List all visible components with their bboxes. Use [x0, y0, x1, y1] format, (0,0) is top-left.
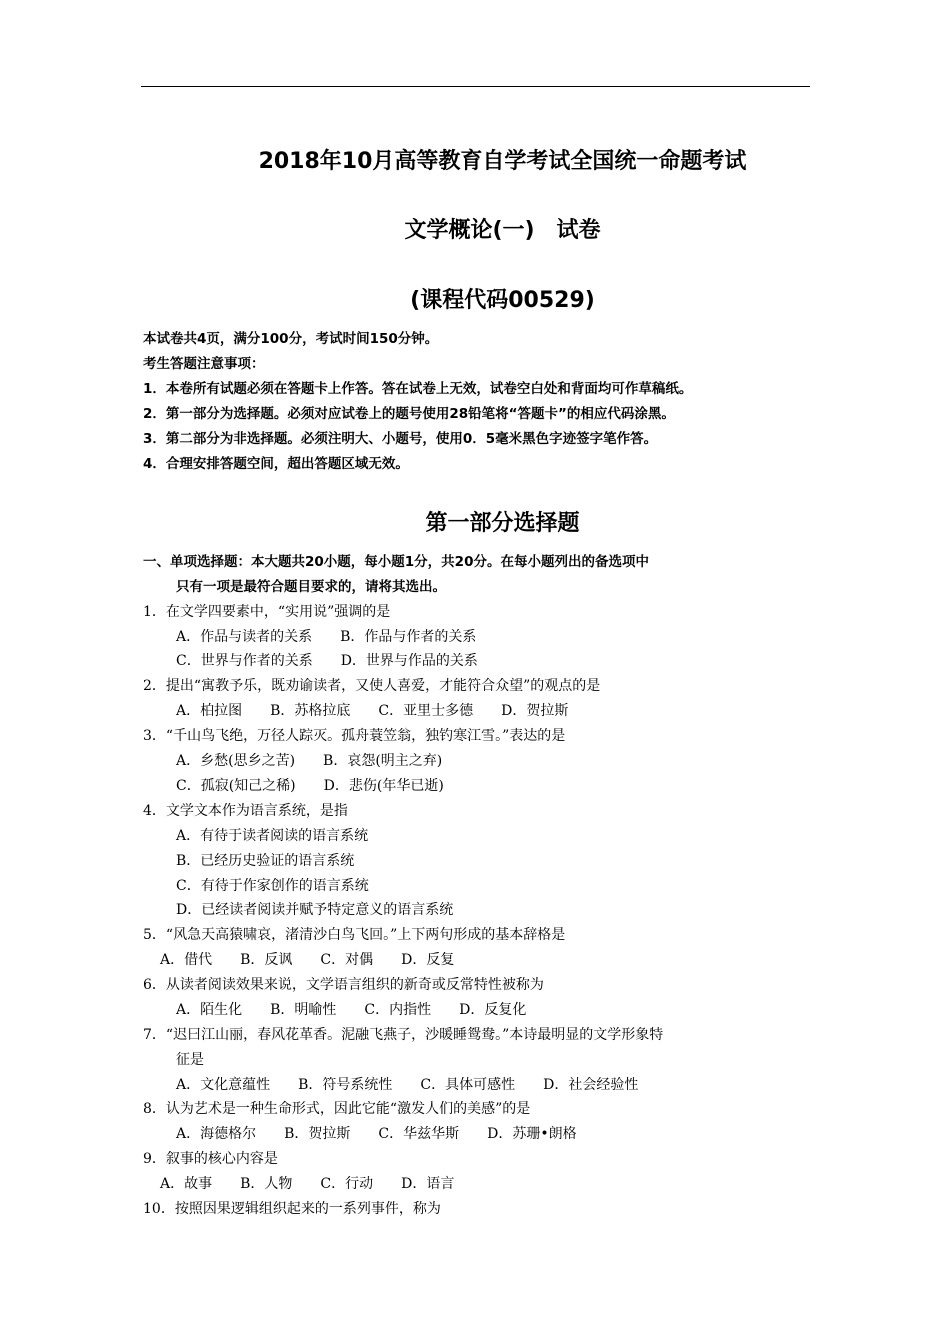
question-stem-cont: 征是: [176, 1052, 204, 1068]
part1-instruction: 一、单项选择题：本大题共20小题，每小题1分，共20分。在每小题列出的备选项中: [143, 554, 649, 570]
question-options: A．柏拉图 B．苏格拉底 C．亚里士多德 D．贺拉斯: [176, 703, 569, 719]
notes-item: 1．本卷所有试题必须在答题卡上作答。答在试卷上无效，试卷空白处和背面均可作草稿纸。: [143, 381, 693, 397]
exam-subtitle: 文学概论(一) 试卷: [404, 218, 601, 243]
question-options: A．海德格尔 B．贺拉斯 C．华兹华斯 D．苏珊•朗格: [176, 1126, 577, 1142]
question-stem: 8．认为艺术是一种生命形式，因此它能“激发人们的美感”的是: [143, 1101, 531, 1117]
notes-intro: 本试卷共4页，满分100分，考试时间150分钟。: [143, 331, 439, 347]
part1-instruction-cont: 只有一项是最符合题目要求的，请将其选出。: [176, 579, 446, 595]
notes-item: 4．合理安排答题空间，超出答题区域无效。: [143, 456, 409, 472]
question-options: A．借代 B．反讽 C．对偶 D．反复: [160, 952, 455, 968]
question-options: B．已经历史验证的语言系统: [176, 853, 355, 869]
part1-title: 第一部分选择题: [425, 511, 580, 536]
question-stem: 1．在文学四要素中，“实用说”强调的是: [143, 604, 391, 620]
question-stem: 4．文学文本作为语言系统，是指: [143, 803, 348, 819]
notes-item: 3．第二部分为非选择题。必须注明大、小题号，使用0．5毫米黑色字迹签字笔作答。: [143, 431, 658, 447]
question-options: A．文化意蕴性 B．符号系统性 C．具体可感性 D．社会经验性: [176, 1077, 639, 1093]
question-options: C．孤寂(知己之稀) D．悲伤(年华已逝): [176, 778, 444, 794]
question-options: A．作品与读者的关系 B．作品与作者的关系: [176, 629, 477, 645]
question-stem: 7．“迟曰江山丽，春风花革香。泥融飞燕子，沙暖睡鸳鸯。”本诗最明显的文学形象特: [143, 1027, 664, 1043]
question-stem: 2．提出“寓教予乐，既劝谕读者，又使人喜爱，才能符合众望”的观点的是: [143, 678, 601, 694]
question-options: C．世界与作者的关系 D．世界与作品的关系: [176, 653, 478, 669]
question-stem: 9．叙事的核心内容是: [143, 1151, 278, 1167]
course-code: (课程代码00529): [410, 288, 595, 313]
notes-item: 2．第一部分为选择题。必须对应试卷上的题号使用28铅笔将“答题卡”的相应代码涂黑。: [143, 406, 675, 422]
header-rule: [141, 86, 810, 87]
question-stem: 5．“风急天高猿啸哀，渚清沙白鸟飞回。”上下两句形成的基本辞格是: [143, 927, 566, 943]
question-stem: 6．从读者阅读效果来说，文学语言组织的新奇或反常特性被称为: [143, 977, 544, 993]
exam-title: 2018年10月高等教育自学考试全国统一命题考试: [258, 149, 747, 174]
question-options: A．陌生化 B．明喻性 C．内指性 D．反复化: [176, 1002, 527, 1018]
question-options: A．乡愁(思乡之苦) B．哀怨(明主之弃): [176, 753, 443, 769]
question-stem: 10．按照因果逻辑组织起来的一系列事件，称为: [143, 1201, 441, 1217]
question-options: A．有待于读者阅读的语言系统: [176, 828, 369, 844]
question-options: D．已经读者阅读并赋予特定意义的语言系统: [176, 902, 454, 918]
question-options: C．有待于作家创作的语言系统: [176, 878, 369, 894]
question-stem: 3．“千山鸟飞绝，万径人踪灭。孤舟蓑笠翁，独钓寒江雪。”表达的是: [143, 728, 566, 744]
question-options: A．故事 B．人物 C．行动 D．语言: [160, 1176, 455, 1192]
notes-heading: 考生答题注意事项：: [143, 356, 265, 372]
